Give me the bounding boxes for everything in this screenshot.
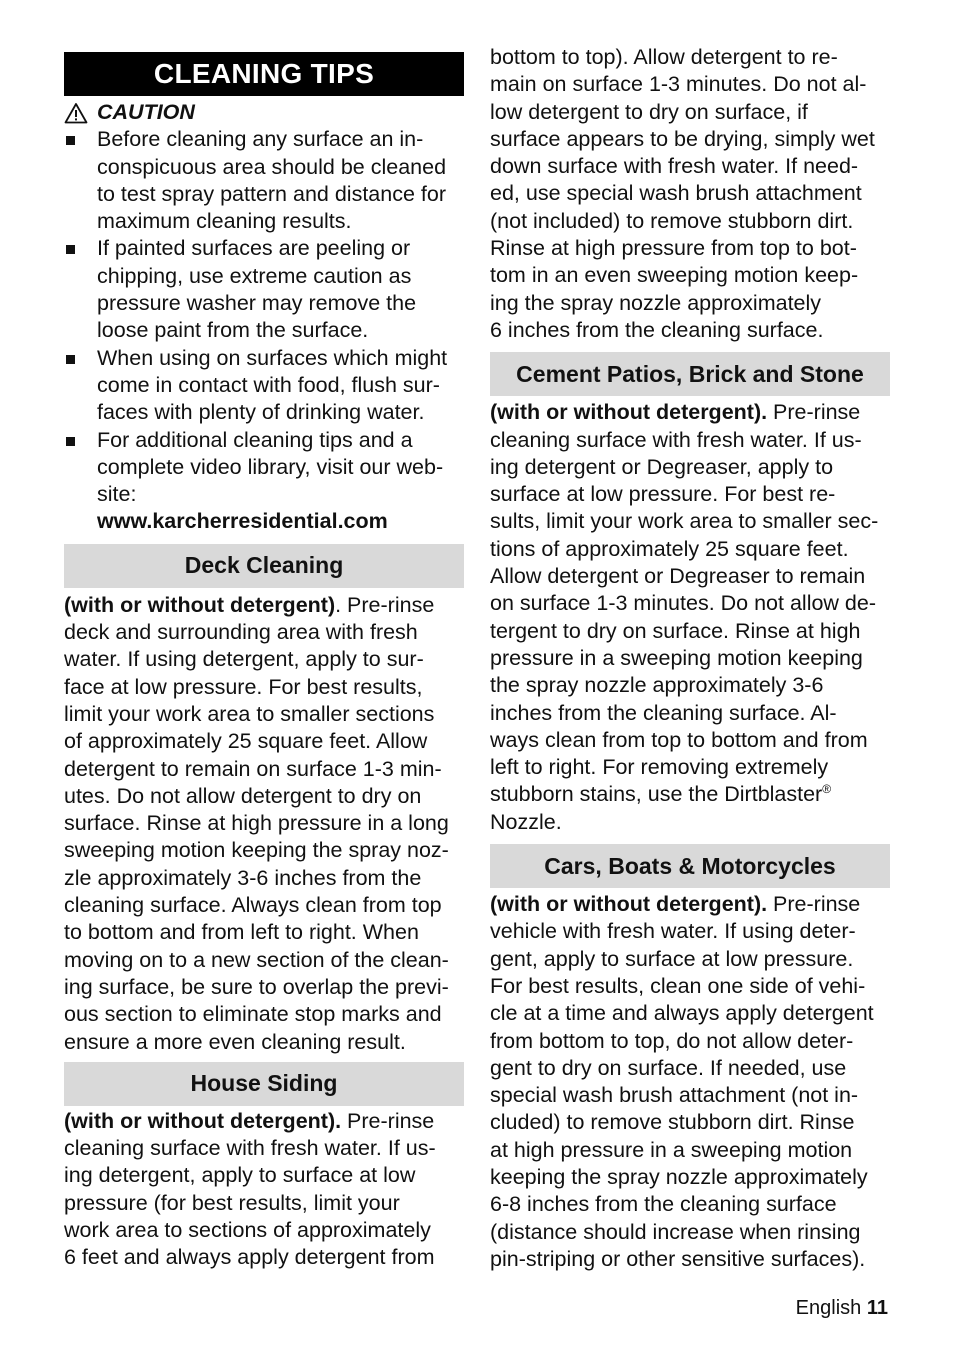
left-column bbox=[64, 44, 464, 1272]
warning-triangle-icon bbox=[64, 102, 88, 124]
section-heading-siding: House Siding bbox=[64, 1062, 464, 1106]
caution-label: CAUTION bbox=[97, 100, 195, 124]
page-title: CLEANING TIPS bbox=[64, 52, 464, 96]
caution-heading bbox=[64, 99, 464, 126]
list-item: If painted surfaces are peeling or chipping, use extreme caution as pressure washer may remove the loose paint from the surface. bbox=[64, 235, 464, 344]
bullet-square-icon bbox=[66, 437, 75, 446]
siding-body-continued: bottom to top). Allow detergent to re- main on surface 1-3 minutes. Do not al- low detergent to dry on surface, if surface appears to be drying, simply wet down surface with fresh water. If need- ed, use special wash brush attachment (not included) to remove stubborn dirt. Rinse at high pressure from top to bot- tom in an even sweeping motion keep- ing the spray nozzle approximately 6 inches from the cleaning surface. bbox=[490, 45, 875, 342]
caution-list bbox=[64, 126, 464, 508]
website-link[interactable]: www.karcherresidential.com bbox=[97, 509, 388, 534]
list-item: Before cleaning any surface an in- conspicuous area should be cleaned to test spray pattern and distance for maximum cleaning results. bbox=[64, 126, 464, 235]
right-column bbox=[490, 44, 890, 1273]
section-heading-deck: Deck Cleaning bbox=[64, 544, 464, 588]
bullet-square-icon bbox=[66, 355, 75, 364]
registered-mark: ® bbox=[822, 782, 832, 797]
footer-language: English bbox=[795, 1297, 862, 1319]
list-item: When using on surfaces which might come in contact with food, flush sur- faces with plenty of drinking water. bbox=[64, 345, 464, 427]
page-number: 11 bbox=[866, 1297, 888, 1319]
deck-body: (with or without detergent). Pre-rinse deck and surrounding area with fresh water. If using detergent, apply to sur- face at low pressure. For best results, limit your work area to smaller sections of approximately 25 square feet. Allow detergent to remain on surface 1-3 min- utes. Do not allow detergent to dry on surface. Rinse at high pressure in a long sweeping motion keeping the spray noz- zle approximately 3-6 inches from the cleaning surface. Always clean from top to bottom and from left to right. When moving on to a new section of the clean- ing surface, be sure to overlap the previ- ous section to eliminate stop marks and ensure a more even cleaning result. bbox=[64, 592, 449, 1054]
page-footer bbox=[796, 1296, 888, 1320]
section-heading-cars: Cars, Boats & Motorcycles bbox=[490, 844, 890, 888]
bullet-square-icon bbox=[66, 136, 75, 145]
bullet-square-icon bbox=[66, 245, 75, 254]
siding-body: (with or without detergent). Pre-rinse cleaning surface with fresh water. If us- ing detergent, apply to surface at low pressure (for best results, limit your work area to sections of approximately 6 feet and always apply detergent from bbox=[64, 1108, 436, 1270]
section-heading-cement: Cement Patios, Brick and Stone bbox=[490, 352, 890, 396]
cement-body: (with or without detergent). Pre-rinse cleaning surface with fresh water. If us- ing detergent or Degreaser, apply to surface at low pressure. For best re- sults, limit your work area to smaller sec- tions of approximately 25 square feet. Allow detergent or Degreaser to remain on surface 1-3 minutes. Do not allow de- tergent to dry on surface. Rinse at high pressure in a sweeping motion keeping the spray nozzle approximately 3-6 inches from the cleaning surface. Al- ways clean from top to bottom and from left to right. For removing extremely stubborn stains, use the Dirtblaster® Nozzle. bbox=[490, 400, 879, 834]
list-item: For additional cleaning tips and a complete video library, visit our web- site: bbox=[64, 427, 464, 509]
cars-body: (with or without detergent). Pre-rinse vehicle with fresh water. If using deter- gent, apply to surface at low pressure. For best results, clean one side of vehi- cle at a time and always apply detergent from bottom to top, do not allow deter- gent to dry on surface. If needed, use special wash brush attachment (not in- cluded) to remove stubborn dirt. Rinse at high pressure in a sweeping motion keeping the spray nozzle approximately 6-8 inches from the cleaning surface (distance should increase when rinsing pin-striping or other sensitive surfaces). bbox=[490, 892, 874, 1271]
